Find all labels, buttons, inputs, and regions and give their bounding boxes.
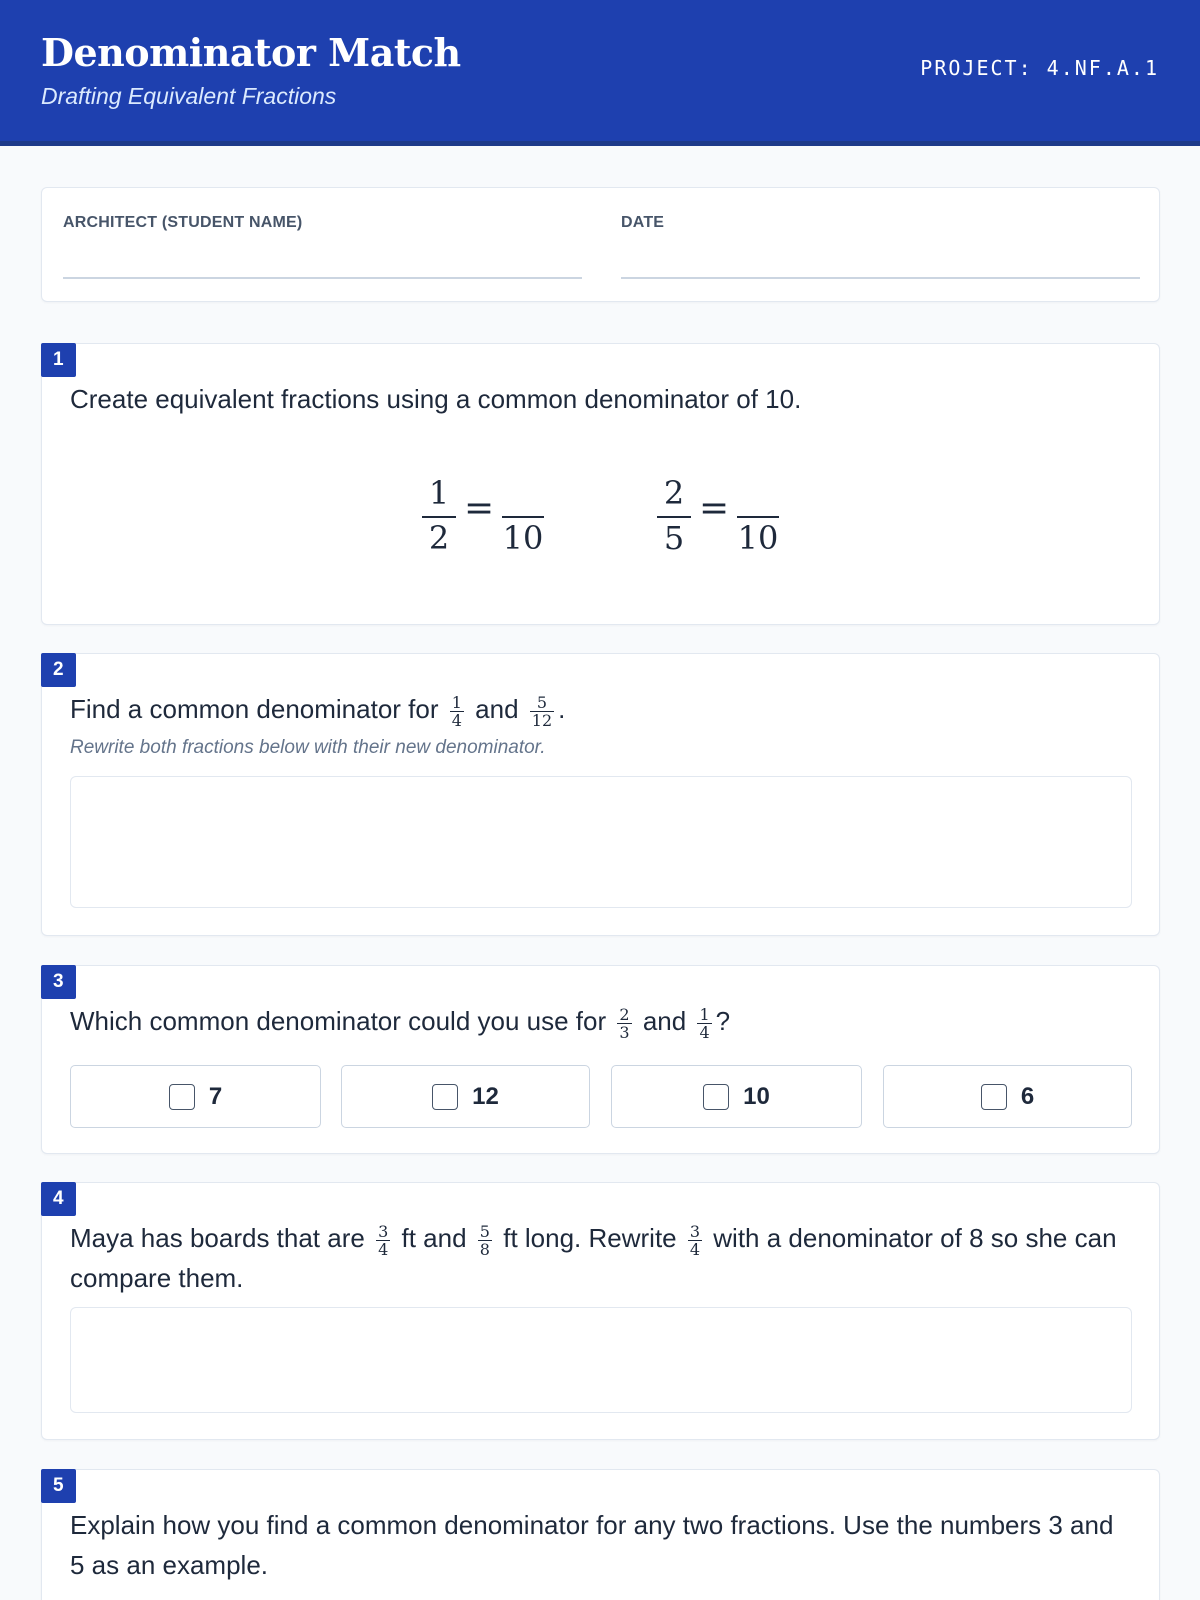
numerator: 5	[530, 694, 554, 712]
question-text-part: .	[558, 694, 566, 724]
inline-fraction	[688, 1223, 702, 1258]
question-card-3	[41, 965, 1160, 1154]
choice-label: 7	[208, 1082, 223, 1110]
numerator: 1	[451, 692, 462, 712]
denominator: 5	[663, 519, 685, 557]
question-text-part: with a denominator of 8 so she can compare them.	[70, 1223, 1117, 1293]
checkbox[interactable]	[703, 1084, 729, 1110]
checkbox[interactable]	[981, 1084, 1007, 1110]
choice-label: 6	[1020, 1082, 1035, 1110]
answer-choice[interactable]	[883, 1065, 1132, 1128]
choice-label: 12	[472, 1082, 499, 1110]
inline-fraction	[478, 1223, 492, 1258]
project-code: PROJECT: 4.NF.A.1	[920, 56, 1159, 80]
denominator: 8	[479, 1239, 490, 1259]
answer-choice[interactable]	[341, 1065, 590, 1128]
question-text	[70, 1218, 1131, 1298]
question-instruction: Rewrite both fractions below with their new denominator.	[70, 737, 546, 758]
question-number-badge: 2	[41, 653, 76, 687]
numerator: 3	[378, 1221, 389, 1241]
question-text-part: Which common denominator could you use for	[70, 1006, 607, 1036]
student-name-field[interactable]	[63, 277, 582, 279]
date-field[interactable]	[621, 277, 1140, 279]
question-text: Create equivalent fractions using a common denominator of 10.	[70, 384, 802, 414]
question-card-5	[41, 1469, 1160, 1600]
numerator: 5	[479, 1221, 490, 1241]
denominator: 4	[699, 1022, 710, 1042]
fraction-bar	[502, 516, 544, 518]
numerator: 3	[689, 1221, 701, 1241]
choice-label: 10	[743, 1082, 770, 1110]
fraction-bar	[657, 516, 691, 518]
numerator: 2	[663, 474, 685, 512]
fraction-bar	[737, 516, 779, 518]
inline-fraction	[530, 694, 554, 729]
question-card-4	[41, 1182, 1160, 1440]
question-number-badge: 5	[41, 1469, 76, 1503]
equals-sign: =	[464, 488, 495, 529]
question-card-2	[41, 653, 1160, 936]
denominator: 4	[689, 1239, 701, 1259]
question-text	[70, 1001, 1131, 1041]
equals-sign: =	[699, 488, 730, 529]
question-number-badge: 1	[41, 343, 76, 377]
question-card-1	[41, 343, 1160, 625]
numerator: 2	[619, 1004, 630, 1024]
question-number-badge: 4	[41, 1182, 76, 1216]
worksheet-header	[0, 0, 1200, 146]
inline-fraction	[376, 1223, 390, 1258]
question-text-part: ft long. Rewrite	[503, 1223, 677, 1253]
denominator: 3	[619, 1022, 630, 1042]
answer-box[interactable]	[70, 776, 1132, 908]
denominator: 2	[428, 519, 450, 557]
inline-fraction	[697, 1006, 711, 1041]
question-text-part: ft and	[401, 1223, 467, 1253]
answer-choice[interactable]	[611, 1065, 862, 1128]
answer-box[interactable]	[70, 1307, 1132, 1413]
checkbox[interactable]	[169, 1084, 195, 1110]
denominator: 4	[451, 710, 462, 730]
inline-fraction	[450, 694, 464, 729]
denominator: 4	[378, 1239, 389, 1259]
page-title: Denominator Match	[41, 30, 461, 75]
question-text-part: ?	[715, 1006, 731, 1036]
question-number-badge: 3	[41, 965, 76, 999]
question-text-part: and	[475, 694, 519, 724]
student-name-label: ARCHITECT (STUDENT NAME)	[63, 214, 303, 231]
page-subtitle: Drafting Equivalent Fractions	[41, 83, 337, 109]
question-text: Explain how you find a common denominator for any two fractions. Use the numbers 3 and 5 as an example.	[70, 1510, 1114, 1580]
inline-fraction	[617, 1006, 631, 1041]
denominator: 12	[531, 710, 553, 730]
answer-choice[interactable]	[70, 1065, 321, 1128]
date-label: DATE	[621, 214, 665, 231]
checkbox[interactable]	[432, 1084, 458, 1110]
question-text-part: and	[642, 1006, 687, 1036]
question-text-part: Maya has boards that are	[70, 1223, 365, 1253]
numerator: 1	[699, 1004, 710, 1024]
denominator: 10	[502, 519, 544, 557]
question-text-part: Find a common denominator for	[70, 694, 439, 724]
student-info-card	[41, 187, 1160, 302]
fraction-bar	[422, 516, 456, 518]
denominator: 10	[737, 519, 779, 557]
numerator: 1	[428, 474, 450, 512]
question-text	[70, 689, 1131, 729]
